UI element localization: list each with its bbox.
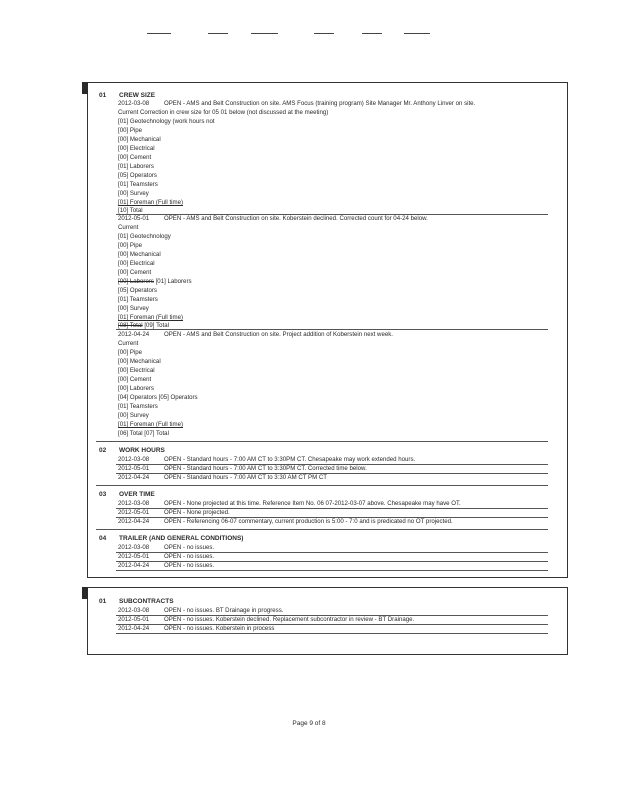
entry-line: [01] Foreman (Full time)	[118, 199, 184, 206]
item-title: WORK HOURS	[119, 447, 165, 454]
entry-line	[118, 100, 475, 109]
entry-text: OPEN - Standard hours - 7:00 AM CT to 3:30PM CT. Chesapeake may work extended hours.	[164, 456, 416, 463]
entry-text: OPEN - Standard hours - 7:00 AM CT to 3:30PM CT. Corrected time below.	[164, 465, 367, 472]
item-number: 02	[99, 447, 107, 454]
header-dash	[251, 33, 278, 34]
entry-date: 2012-05-01	[118, 215, 150, 222]
item-number: 04	[99, 535, 107, 542]
entry-text: OPEN - no issues. Koberstein in process	[164, 625, 275, 632]
entry-line	[118, 215, 428, 224]
entry-text: OPEN - AMS and Belt Construction on site. Koberstein declined. Corrected count for 04-24 below.	[164, 215, 428, 222]
entry-line	[118, 474, 327, 483]
header-dash	[362, 33, 382, 34]
entry-text: OPEN - Referencing 06-07 commentary, current production is 5:00 - 7:0 and is predicated no OT projected.	[164, 518, 453, 525]
entry-rule	[116, 570, 548, 571]
entry-line: [00] Mechanical	[118, 251, 161, 258]
entry-line: [00] Cement	[118, 269, 152, 276]
item-title: CREW SIZE	[119, 92, 156, 99]
section-b-tab	[82, 587, 88, 599]
entry-text: OPEN - None projected at this time. Reference Item No. 06 07-2012-03-07 above. Chesapeake may have OT.	[164, 500, 461, 507]
entry-text: OPEN - no issues. Koberstein declined. Replacement subcontractor in review - BT Drainage.	[164, 616, 415, 623]
entry-date: 2012-03-08	[118, 607, 150, 614]
entry-line	[118, 518, 453, 527]
entry-line: [00] Electrical	[118, 367, 155, 374]
entry-date: 2012-03-08	[118, 100, 150, 107]
entry-line	[118, 331, 393, 340]
entry-line: [00] Pipe	[118, 349, 143, 356]
entry-line: [00] Electrical	[118, 260, 155, 267]
entry-text: OPEN - AMS and Belt Construction on site. Project addition of Koberstein next week.	[164, 331, 393, 338]
entry-rule	[116, 329, 548, 330]
entry-text: OPEN - None projected.	[164, 509, 230, 516]
entry-line: [01] Geotechnology (work hours not	[118, 118, 215, 125]
entry-line: [06] Total [07] Total	[118, 430, 169, 437]
entry-text: [01] Laborers	[153, 278, 192, 285]
entry-date: 2012-04-24	[118, 518, 150, 525]
entry-line: [01] Teamsters	[118, 181, 158, 188]
item-title: SUBCONTRACTS	[119, 598, 174, 605]
entry-rule	[96, 529, 548, 530]
entry-rule	[96, 441, 548, 442]
entry-text: OPEN - no issues.	[164, 562, 215, 569]
item-title: OVER TIME	[119, 491, 155, 498]
entry-date: 2012-04-24	[118, 562, 150, 569]
header-dash	[404, 33, 430, 34]
entry-rule	[116, 633, 548, 634]
entry-line: [05] Operators	[118, 287, 157, 294]
entry-line: [00] Mechanical	[118, 358, 161, 365]
struck-text: [00] Laborers	[118, 278, 154, 285]
page-number: Page 9 of 8	[292, 720, 326, 727]
entry-date: 2012-04-24	[118, 474, 150, 481]
item-title: TRAILER (AND GENERAL CONDITIONS)	[119, 535, 244, 542]
header-dash	[314, 33, 334, 34]
entry-date: 2012-03-08	[118, 456, 150, 463]
entry-text: OPEN - AMS and Belt Construction on site. AMS Focus (training program) Site Manager Mr. Anthony Linver on site.	[164, 100, 476, 107]
entry-line: [01] Laborers	[118, 163, 154, 170]
header-dash	[147, 33, 171, 34]
entry-line: [00] Cement	[118, 376, 152, 383]
entry-text: OPEN - no issues.	[164, 544, 215, 551]
struck-text: [08] Total	[118, 322, 143, 329]
entry-line: [00] Pipe	[118, 127, 143, 134]
entry-rule	[96, 485, 548, 486]
entry-line: [04] Operators [05] Operators	[118, 394, 198, 401]
entry-date: 2012-05-01	[118, 616, 150, 623]
entry-date: 2012-04-24	[118, 625, 150, 632]
entry-text: OPEN - no issues.	[164, 553, 215, 560]
entry-date: 2012-04-24	[118, 331, 150, 338]
entry-line: [00] Survey	[118, 305, 149, 312]
entry-line: [00] Cement	[118, 154, 152, 161]
entry-line: [01] Foreman (Full time)	[118, 421, 184, 428]
entry-text: OPEN - no issues. BT Drainage in progress.	[164, 607, 284, 614]
section-a-tab	[82, 82, 88, 94]
entry-line: [00] Pipe	[118, 242, 143, 249]
entry-line: [00] Survey	[118, 190, 149, 197]
entry-line: Current	[118, 340, 139, 347]
entry-date: 2012-05-01	[118, 465, 150, 472]
header-dash	[208, 33, 228, 34]
entry-line: [00] Mechanical	[118, 136, 161, 143]
entry-date: 2012-05-01	[118, 509, 150, 516]
entry-line: [01] Teamsters	[118, 296, 158, 303]
entry-line: [00] Survey	[118, 412, 149, 419]
item-number: 01	[99, 92, 107, 99]
entry-line: [01] Teamsters	[118, 403, 158, 410]
entry-line: Current Correction in crew size for 05 01 below (not discussed at the meeting)	[118, 109, 329, 116]
item-number: 01	[99, 598, 107, 605]
entry-line: [01] Foreman (Full time)	[118, 314, 184, 321]
entry-text: [09] Total	[142, 322, 169, 329]
entry-line: [00] Electrical	[118, 145, 155, 152]
entry-line	[118, 278, 192, 287]
entry-date: 2012-03-08	[118, 500, 150, 507]
entry-line: [01] Geotechnology	[118, 233, 171, 240]
entry-line: Current	[118, 224, 139, 231]
entry-date: 2012-03-08	[118, 544, 150, 551]
entry-line: [00] Laborers	[118, 385, 154, 392]
entry-line: [10] Total	[118, 207, 143, 214]
item-number: 03	[99, 491, 107, 498]
entry-text: OPEN - Standard hours - 7:00 AM CT to 3:30 AM CT PM CT	[164, 474, 328, 481]
entry-line: [05] Operators	[118, 172, 157, 179]
entry-date: 2012-05-01	[118, 553, 150, 560]
